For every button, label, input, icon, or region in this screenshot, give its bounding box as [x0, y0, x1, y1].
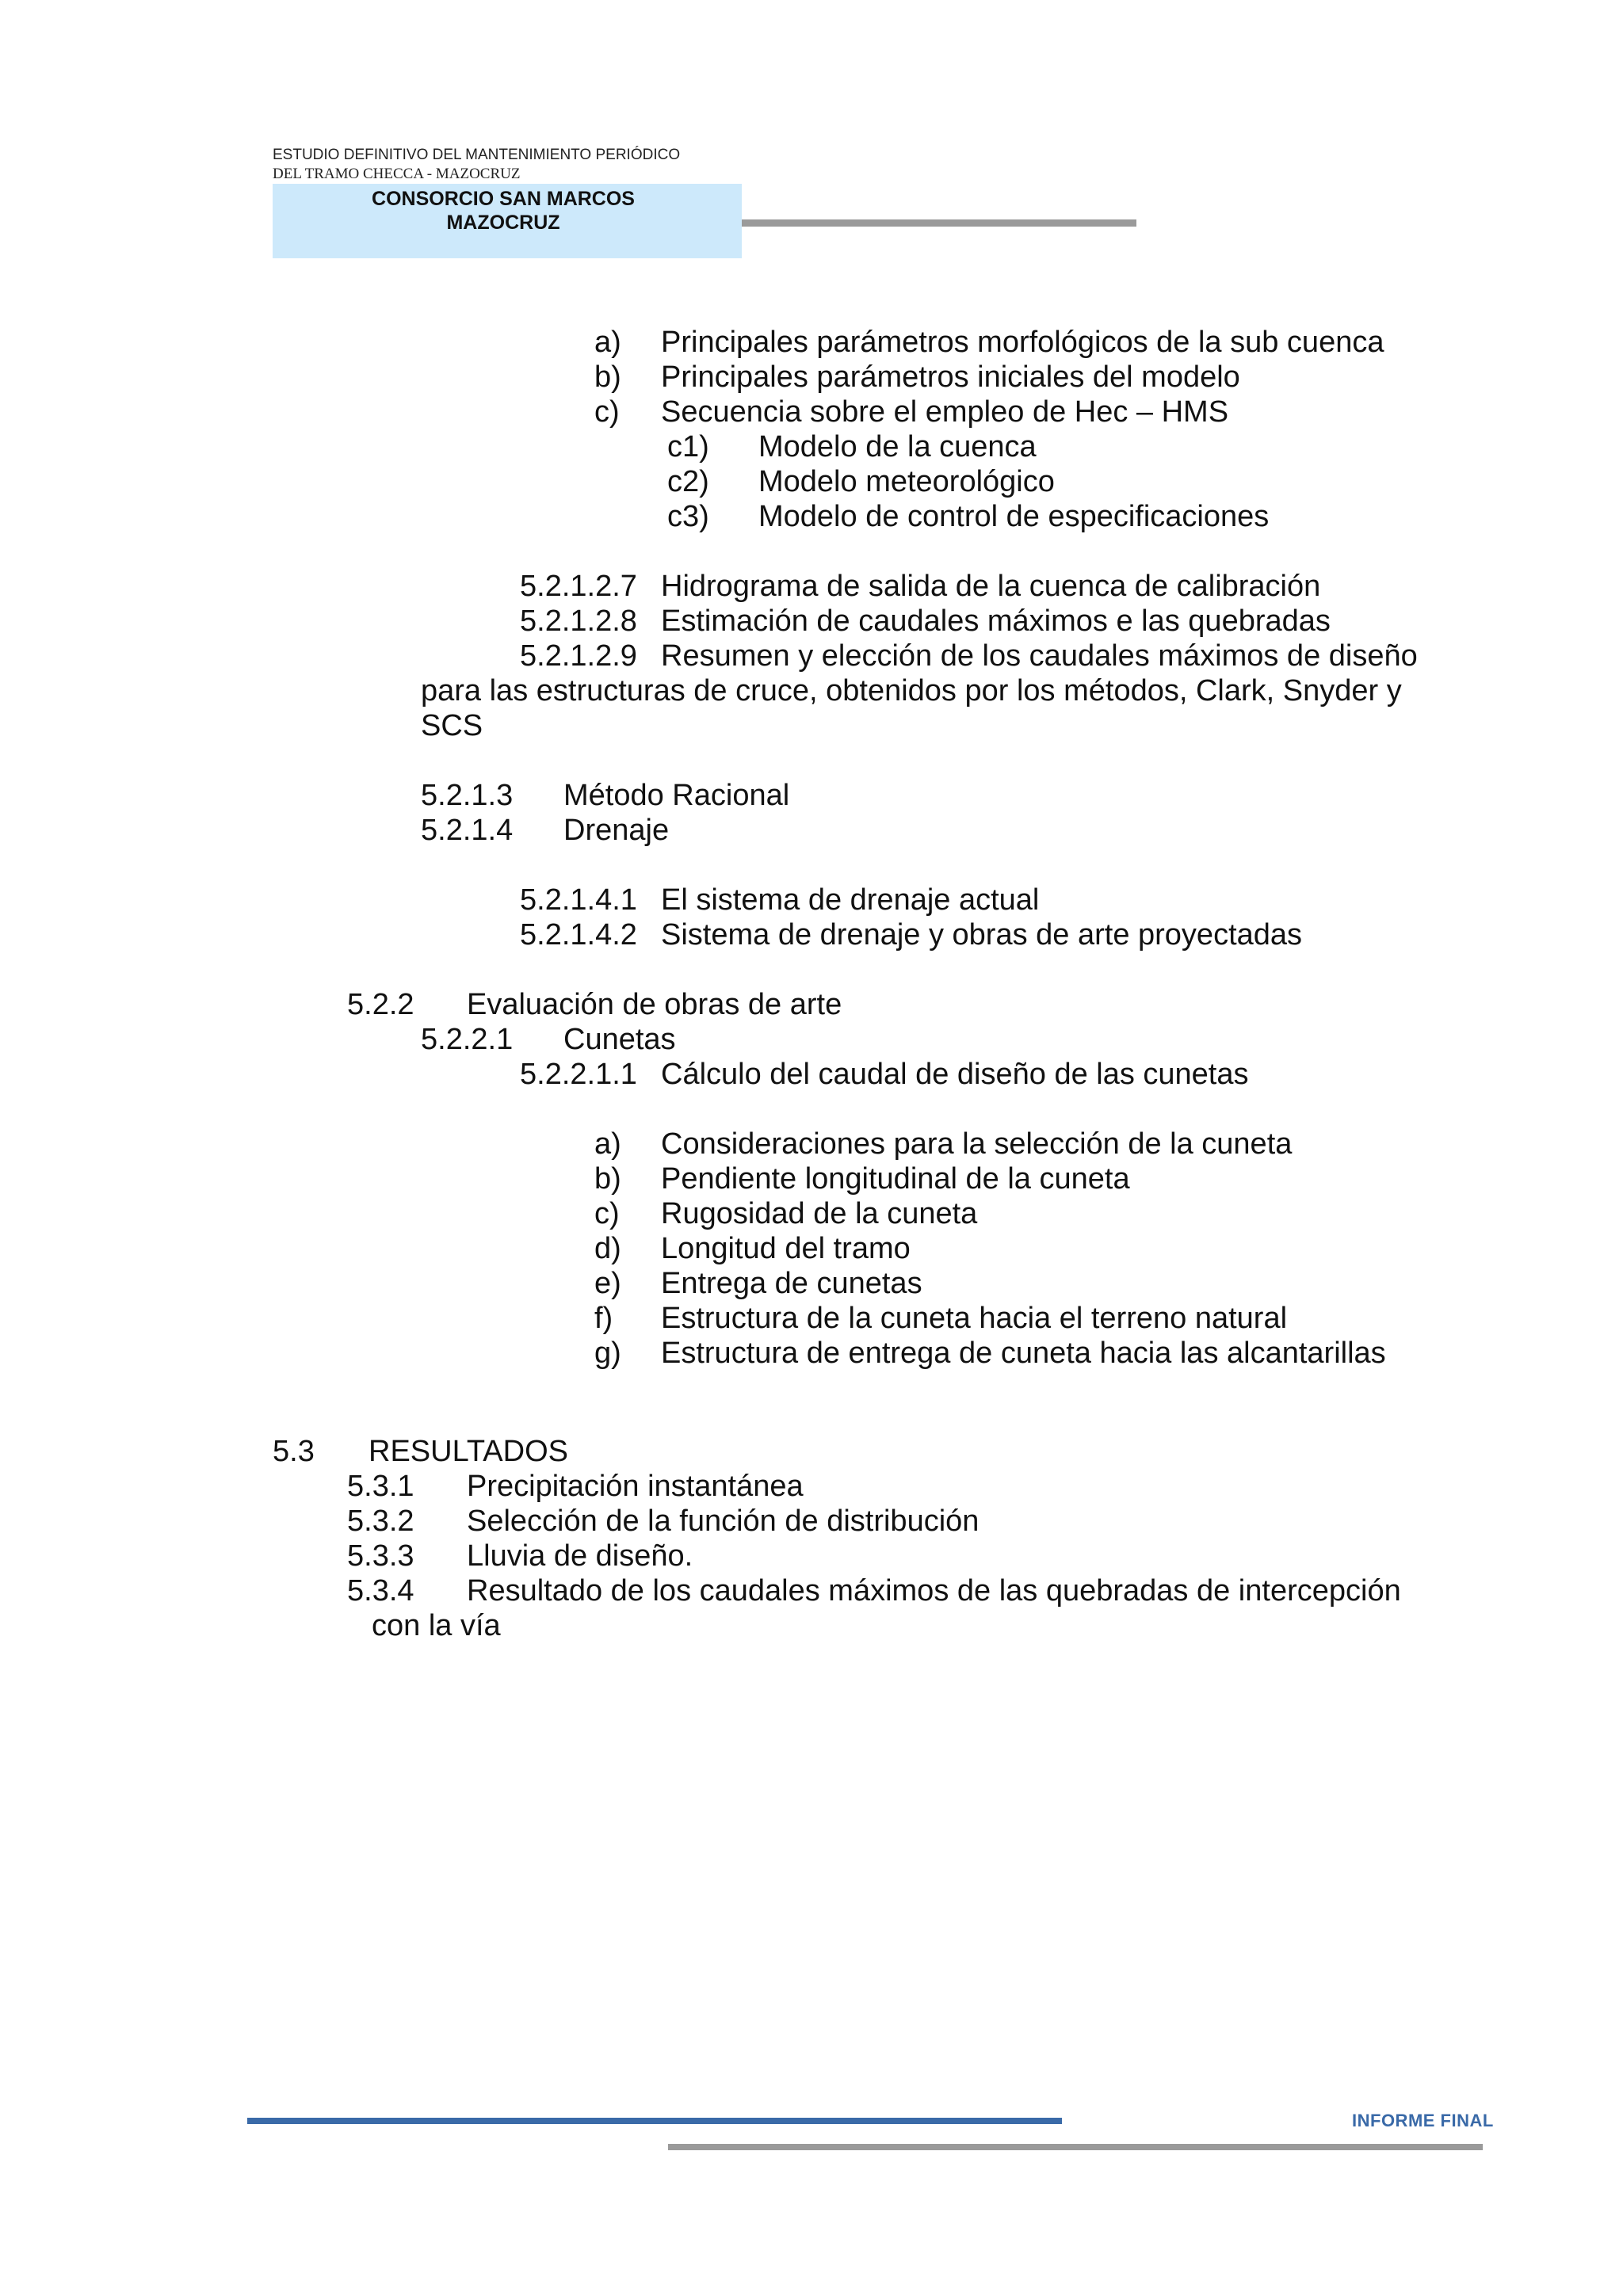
toc-entry-number: c1) [667, 430, 709, 463]
toc-entry-number: c2) [667, 465, 709, 498]
toc-entry-number: 5.3 [273, 1435, 315, 1468]
header-company-place: MAZOCRUZ [446, 212, 560, 234]
toc-entry-text: Consideraciones para la selección de la cuneta [661, 1127, 1293, 1161]
header-gray-rule [742, 219, 1136, 227]
toc-entry-number: d) [594, 1232, 621, 1265]
toc-entry-text: Rugosidad de la cuneta [661, 1197, 978, 1230]
header-study-title: ESTUDIO DEFINITIVO DEL MANTENIMIENTO PERIÓDICO [273, 147, 681, 163]
toc-entry-text: Sistema de drenaje y obras de arte proyectadas [661, 918, 1303, 952]
header-section-name: DEL TRAMO CHECCA - MAZOCRUZ [273, 166, 521, 182]
toc-entry-number: c) [594, 1197, 620, 1230]
toc-entry-text: RESULTADOS [369, 1435, 568, 1468]
toc-entry-number: 5.2.2.1 [421, 1023, 514, 1056]
toc-entry-text: Lluvia de diseño. [467, 1539, 693, 1573]
toc-entry-number: f) [594, 1302, 613, 1335]
toc-entry-text: Drenaje [563, 814, 670, 847]
toc-entry-text: Pendiente longitudinal de la cuneta [661, 1162, 1130, 1196]
footer-blue-rule [247, 2118, 1062, 2124]
toc-entry-text: Evaluación de obras de arte [467, 988, 842, 1021]
toc-entry-number: c3) [667, 500, 709, 533]
toc-entry-number: 5.2.1.2.9 [520, 639, 637, 673]
toc-entry-number: g) [594, 1337, 621, 1370]
toc-entry-text: Cálculo del caudal de diseño de las cunetas [661, 1058, 1249, 1091]
footer-gray-rule [668, 2144, 1483, 2150]
toc-entry-number: 5.2.1.4.2 [520, 918, 637, 952]
toc-entry-number: 5.3.2 [347, 1505, 414, 1538]
header-company-box [273, 184, 742, 258]
toc-entry-text: Entrega de cunetas [661, 1267, 922, 1300]
toc-entry-number: 5.3.3 [347, 1539, 414, 1573]
toc-entry-number: c) [594, 395, 620, 429]
toc-entry-number: 5.2.2 [347, 988, 414, 1021]
toc-entry-text: El sistema de drenaje actual [661, 883, 1040, 917]
toc-entry-text: Modelo de control de especificaciones [758, 500, 1270, 533]
toc-entry-text: Secuencia sobre el empleo de Hec – HMS [661, 395, 1229, 429]
toc-entry-text: Estimación de caudales máximos e las quebradas [661, 605, 1331, 638]
toc-entry-number: 5.2.1.4.1 [520, 883, 637, 917]
toc-entry-number: b) [594, 1162, 621, 1196]
toc-entry-text: Resultado de los caudales máximos de las quebradas de intercepción [467, 1574, 1401, 1608]
toc-entry-text: Modelo de la cuenca [758, 430, 1037, 463]
header-company-name: CONSORCIO SAN MARCOS [372, 188, 635, 210]
toc-entry-number: 5.2.1.4 [421, 814, 514, 847]
toc-entry-number: e) [594, 1267, 621, 1300]
toc-entry-number: b) [594, 360, 621, 394]
toc-entry-number: 5.3.1 [347, 1470, 414, 1503]
toc-entry-number: a) [594, 326, 621, 359]
toc-entry-text: Estructura de entrega de cuneta hacia las alcantarillas [661, 1337, 1386, 1370]
toc-entry-continuation: SCS [421, 709, 483, 742]
toc-entry-text: Principales parámetros iniciales del modelo [661, 360, 1240, 394]
toc-entry-number: a) [594, 1127, 621, 1161]
toc-entry-continuation: para las estructuras de cruce, obtenidos por los métodos, Clark, Snyder y [421, 674, 1402, 707]
toc-entry-text: Principales parámetros morfológicos de la sub cuenca [661, 326, 1384, 359]
toc-entry-text: Hidrograma de salida de la cuenca de calibración [661, 570, 1321, 603]
toc-entry-text: Método Racional [563, 779, 790, 812]
footer-report-label: INFORME FINAL [1352, 2111, 1494, 2130]
toc-entry-text: Resumen y elección de los caudales máximos de diseño [661, 639, 1418, 673]
toc-entry-text: Modelo meteorológico [758, 465, 1055, 498]
toc-entry-number: 5.2.1.3 [421, 779, 514, 812]
toc-entry-text: Longitud del tramo [661, 1232, 911, 1265]
toc-entry-number: 5.2.1.2.7 [520, 570, 637, 603]
toc-entry-number: 5.2.1.2.8 [520, 605, 637, 638]
toc-entry-text: Cunetas [563, 1023, 676, 1056]
toc-entry-text: Precipitación instantánea [467, 1470, 804, 1503]
toc-entry-text: Estructura de la cuneta hacia el terreno natural [661, 1302, 1288, 1335]
toc-entry-continuation: con la vía [372, 1609, 501, 1642]
toc-entry-number: 5.3.4 [347, 1574, 414, 1608]
toc-entry-number: 5.2.2.1.1 [520, 1058, 637, 1091]
toc-entry-text: Selección de la función de distribución [467, 1505, 980, 1538]
